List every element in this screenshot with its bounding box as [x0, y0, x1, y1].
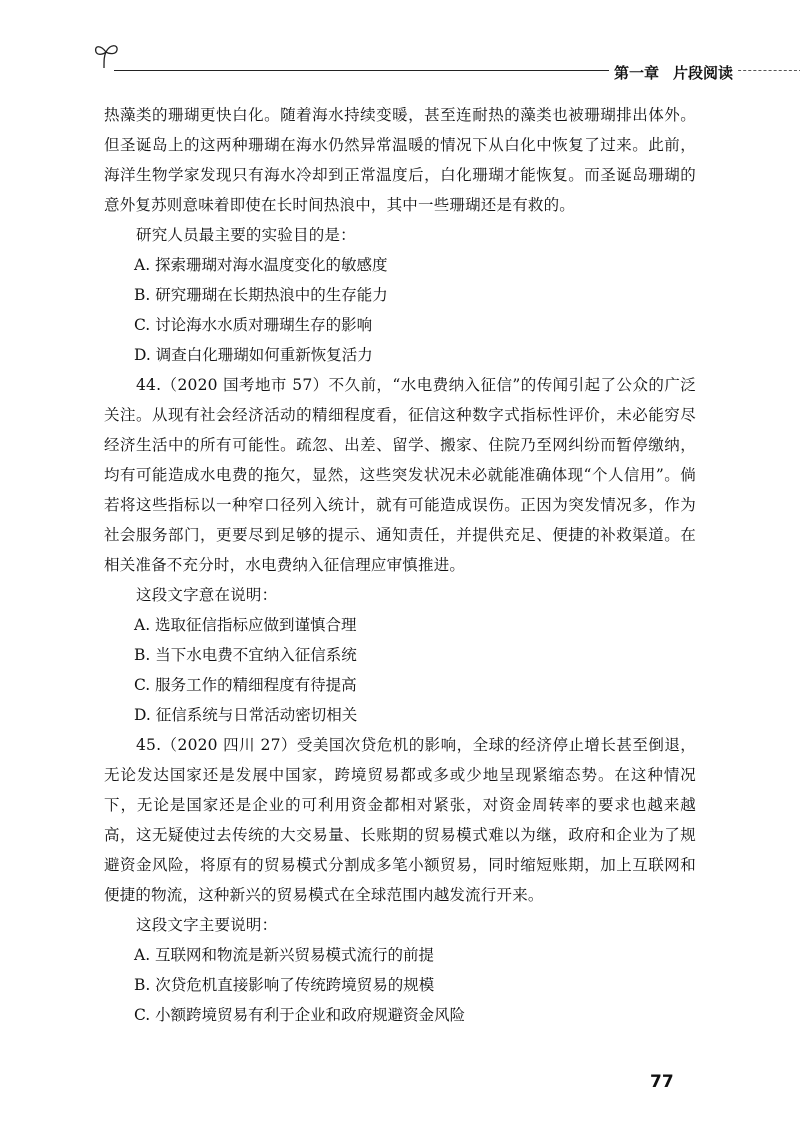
chapter-label: 第一章	[614, 64, 660, 82]
question-45-passage: 45.（2020 四川 27）受美国次贷危机的影响，全球的经济停止增长甚至倒退，无论发达国家还是发展中国家，跨境贸易都或多或少地呈现紧缩态势。在这种情况下，无论是国家还是企业的可利用资金都相对紧张，对资金周转率的要求也越来越高，这无疑使过去传统的大交易量、长账期的贸易模式难以为继，政府和企业为了规避资金风险，将原有的贸易模式分割成多笔小额贸易，同时缩短账期，加上互联网和便捷的物流，这种新兴的贸易模式在全球范围内越发流行开来。	[104, 736, 696, 904]
question-43-stem: 研究人员最主要的实验目的是：	[136, 226, 356, 244]
question-45-stem: 这段文字主要说明：	[136, 916, 278, 934]
question-44-option-a: A. 选取征信指标应做到谨慎合理	[134, 616, 357, 634]
page-header	[92, 40, 734, 82]
section-label: 片段阅读	[673, 64, 734, 82]
question-43-option-c: C. 讨论海水水质对珊瑚生存的影响	[134, 316, 373, 334]
passage-continued: 热藻类的珊瑚更快白化。随着海水持续变暖，甚至连耐热的藻类也被珊瑚排出体外。但圣诞岛上的这两种珊瑚在海水仍然异常温暖的情况下从白化中恢复了过来。此前，海洋生物学家发现只有海水冷却到正常温度后，白化珊瑚才能恢复。而圣诞岛珊瑚的意外复苏则意味着即使在长时间热浪中，其中一些珊瑚还是有救的。	[104, 106, 696, 214]
page-content	[104, 100, 696, 1030]
question-45-option-b: B. 次贷危机直接影响了传统跨境贸易的规模	[134, 976, 435, 994]
question-43-option-d: D. 调查白化珊瑚如何重新恢复活力	[134, 346, 373, 364]
chapter-title	[610, 62, 737, 83]
question-43-option-a: A. 探索珊瑚对海水温度变化的敏感度	[134, 256, 388, 274]
question-44-option-b: B. 当下水电费不宜纳入征信系统	[134, 646, 357, 664]
question-44-stem: 这段文字意在说明：	[136, 586, 278, 604]
header-rule	[114, 70, 609, 71]
sprout-icon	[92, 40, 122, 70]
question-45-option-a: A. 互联网和物流是新兴贸易模式流行的前提	[134, 946, 435, 964]
question-44-option-c: C. 服务工作的精细程度有待提高	[134, 676, 357, 694]
question-44-passage: 44.（2020 国考地市 57）不久前，“水电费纳入征信”的传闻引起了公众的广泛关注。从现有社会经济活动的精细程度看，征信这种数字式指标性评价，未必能穷尽经济生活中的所有可能性。疏忽、出差、留学、搬家、住院乃至网纠纷而暂停缴纳，均有可能造成水电费的拖欠，显然，这些突发状况未必就能准确体现“个人信用”。倘若将这些指标以一种窄口径列入统计，就有可能造成误伤。正因为突发情况多，作为社会服务部门，更要尽到足够的提示、通知责任，并提供充足、便捷的补救渠道。在相关准备不充分时，水电费纳入征信理应审慎推进。	[104, 376, 696, 574]
question-45-option-c: C. 小额跨境贸易有利于企业和政府规避资金风险	[134, 1006, 466, 1024]
page-number: 77	[650, 1072, 674, 1092]
question-44-option-d: D. 征信系统与日常活动密切相关	[134, 706, 358, 724]
question-43-option-b: B. 研究珊瑚在长期热浪中的生存能力	[134, 286, 388, 304]
